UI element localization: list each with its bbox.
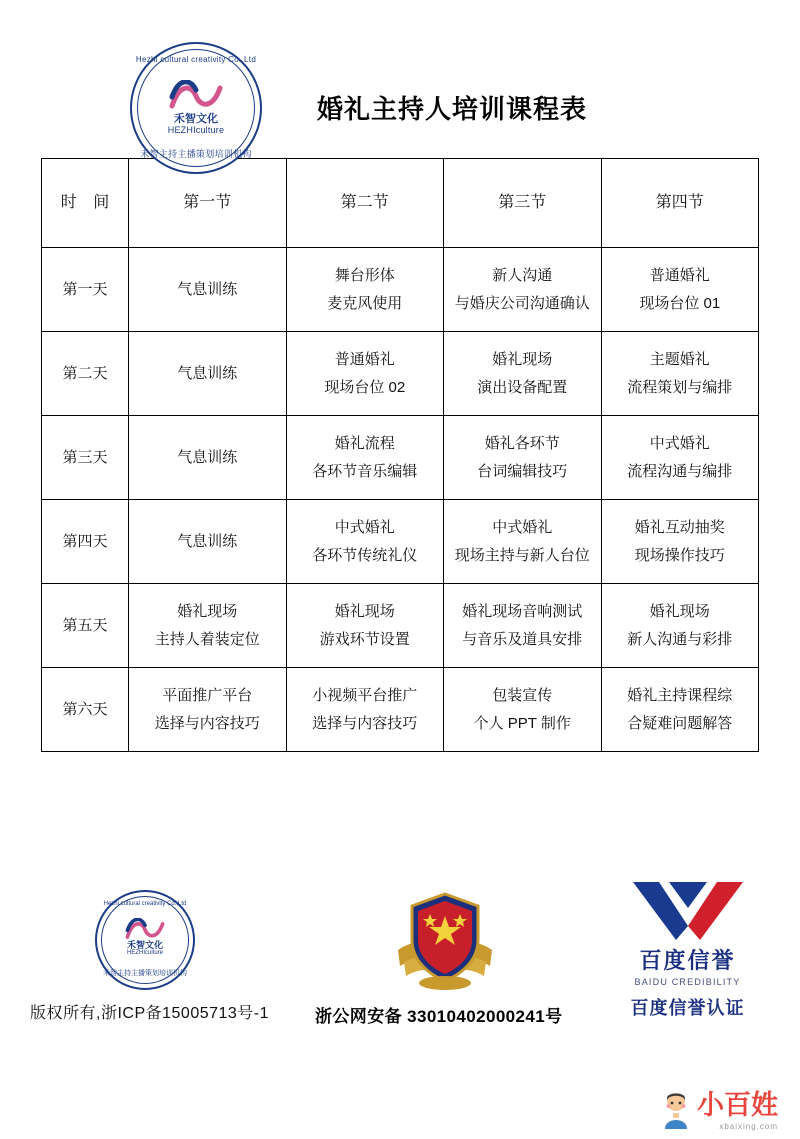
cell-line: 婚礼互动抽奖 [634, 518, 725, 536]
table-header-row [42, 159, 759, 248]
schedule-table [41, 158, 759, 752]
cell-line: 现场主持与新人台位 [454, 546, 590, 564]
cell-line: 舞台形体 [334, 266, 395, 284]
baidu-name-en: BAIDU CREDIBILITY [634, 977, 741, 987]
cell-line: 婚礼现场 [649, 602, 710, 620]
cell-line: 婚礼现场音响测试 [462, 602, 583, 620]
cell-day6-session4 [601, 668, 759, 752]
cell-line: 游戏环节设置 [319, 630, 410, 648]
cell-day5-session3 [444, 584, 602, 668]
cell-line: 合疑难问题解答 [627, 714, 733, 732]
cell-line: 婚礼流程 [334, 434, 395, 452]
cell-line: 流程策划与编排 [627, 378, 733, 396]
document-footer [0, 880, 800, 1080]
watermark-mascot-icon [659, 1091, 693, 1131]
cell-day1-session1 [129, 248, 287, 332]
cell-day1-session2 [286, 248, 444, 332]
cell-day4-session3 [444, 500, 602, 584]
copyright-icp-text: 版权所有,浙ICP备15005713号-1 [30, 1005, 270, 1022]
watermark-text: 小百姓 [697, 1090, 778, 1120]
cell-line: 普通婚礼 [334, 350, 395, 368]
cell-line: 婚礼主持课程综 [627, 686, 733, 704]
table-header-session-1: 第一节 [129, 159, 287, 248]
cell-line: 包装宣传 [492, 686, 553, 704]
cell-line: 中式婚礼 [649, 434, 710, 452]
row-day-label: 第四天 [42, 500, 129, 584]
cell-day4-session1 [129, 500, 287, 584]
cell-line: 气息训练 [177, 280, 238, 298]
table-row [42, 500, 759, 584]
cell-line: 各环节传统礼仪 [312, 546, 418, 564]
site-watermark [659, 1091, 778, 1131]
cell-line: 中式婚礼 [334, 518, 395, 536]
table-row [42, 584, 759, 668]
cell-day1-session4 [601, 248, 759, 332]
baidu-certified-label: 百度信誉认证 [630, 998, 745, 1018]
police-badge-icon [390, 888, 500, 993]
cell-day2-session1 [129, 332, 287, 416]
row-day-label: 第一天 [42, 248, 129, 332]
cell-line: 与音乐及道具安排 [462, 630, 583, 648]
cell-line: 演出设备配置 [477, 378, 568, 396]
cell-day5-session1 [129, 584, 287, 668]
cell-line: 各环节音乐编辑 [312, 462, 418, 480]
cell-line: 气息训练 [177, 448, 238, 466]
cell-line: 现场操作技巧 [634, 546, 725, 564]
cell-line: 现场台位 02 [324, 378, 406, 396]
baidu-name-cn: 百度信誉 [639, 948, 736, 973]
cell-line: 婚礼现场 [334, 602, 395, 620]
cell-day3-session3 [444, 416, 602, 500]
cell-day3-session2 [286, 416, 444, 500]
watermark-url: xbaixing.com [719, 1122, 778, 1131]
cell-day6-session3 [444, 668, 602, 752]
footer-seal-brand-en: HEZHIculture [126, 950, 163, 956]
footer-seal-chinese-arc-text: 禾智主持主播策划培训机构 [103, 970, 187, 977]
cell-line: 个人 PPT 制作 [473, 714, 571, 732]
cell-line: 现场台位 01 [639, 294, 721, 312]
baidu-credibility-badge [620, 880, 755, 1020]
cell-day5-session2 [286, 584, 444, 668]
cell-line: 新人沟通 [492, 266, 553, 284]
table-header-time: 时 间 [42, 159, 129, 248]
cell-line: 普通婚礼 [649, 266, 710, 284]
cell-line: 麦克风使用 [327, 294, 403, 312]
document-header [0, 0, 800, 159]
footer-company-seal-logo [95, 890, 195, 990]
cell-day6-session2 [286, 668, 444, 752]
cell-line: 小视频平台推广 [312, 686, 418, 704]
row-day-label: 第五天 [42, 584, 129, 668]
police-record-number: 浙公网安备 33010402000241号 [315, 1007, 563, 1026]
cell-line: 流程沟通与编排 [627, 462, 733, 480]
cell-day2-session2 [286, 332, 444, 416]
row-day-label: 第六天 [42, 668, 129, 752]
cell-line: 选择与内容技巧 [312, 714, 418, 732]
cell-line: 平面推广平台 [162, 686, 253, 704]
table-row [42, 668, 759, 752]
cell-line: 新人沟通与彩排 [627, 630, 733, 648]
cell-line: 婚礼现场 [492, 350, 553, 368]
cell-line: 选择与内容技巧 [154, 714, 260, 732]
row-day-label: 第二天 [42, 332, 129, 416]
cell-line: 主题婚礼 [649, 350, 710, 368]
cell-line: 与婚庆公司沟通确认 [454, 294, 590, 312]
cell-day2-session4 [601, 332, 759, 416]
table-row [42, 332, 759, 416]
cell-day5-session4 [601, 584, 759, 668]
table-header-session-3: 第三节 [444, 159, 602, 248]
row-day-label: 第三天 [42, 416, 129, 500]
seal-english-arc-text: Hezhi cultural creativity Co.,Ltd [135, 54, 257, 64]
cell-day1-session3 [444, 248, 602, 332]
cell-day3-session4 [601, 416, 759, 500]
cell-day4-session2 [286, 500, 444, 584]
table-header-session-4: 第四节 [601, 159, 759, 248]
cell-line: 主持人着装定位 [154, 630, 260, 648]
schedule-table-container [41, 158, 759, 752]
page-title: 婚礼主持人培训课程表 [317, 94, 588, 124]
cell-day4-session4 [601, 500, 759, 584]
cell-day3-session1 [129, 416, 287, 500]
footer-seal-brand-cn: 禾智文化 [126, 940, 163, 950]
seal-brand-en: HEZHIculture [167, 124, 225, 135]
table-row [42, 248, 759, 332]
cell-line: 婚礼各环节 [484, 434, 560, 452]
cell-line: 气息训练 [177, 364, 238, 382]
cell-line: 台词编辑技巧 [477, 462, 568, 480]
cell-line: 中式婚礼 [492, 518, 553, 536]
cell-day6-session1 [129, 668, 287, 752]
cell-line: 气息训练 [177, 532, 238, 550]
company-seal-logo [130, 42, 262, 174]
baidu-v-icon [629, 880, 747, 942]
table-row [42, 416, 759, 500]
table-header-session-2: 第二节 [286, 159, 444, 248]
footer-seal-english-arc-text: Hezhi cultural creativity Co.,Ltd [103, 901, 187, 907]
cell-day2-session3 [444, 332, 602, 416]
seal-brand-cn: 禾智文化 [174, 112, 218, 125]
seal-chinese-arc-text: 禾智主持主播策划培训机构 [140, 148, 252, 159]
cell-line: 婚礼现场 [177, 602, 238, 620]
